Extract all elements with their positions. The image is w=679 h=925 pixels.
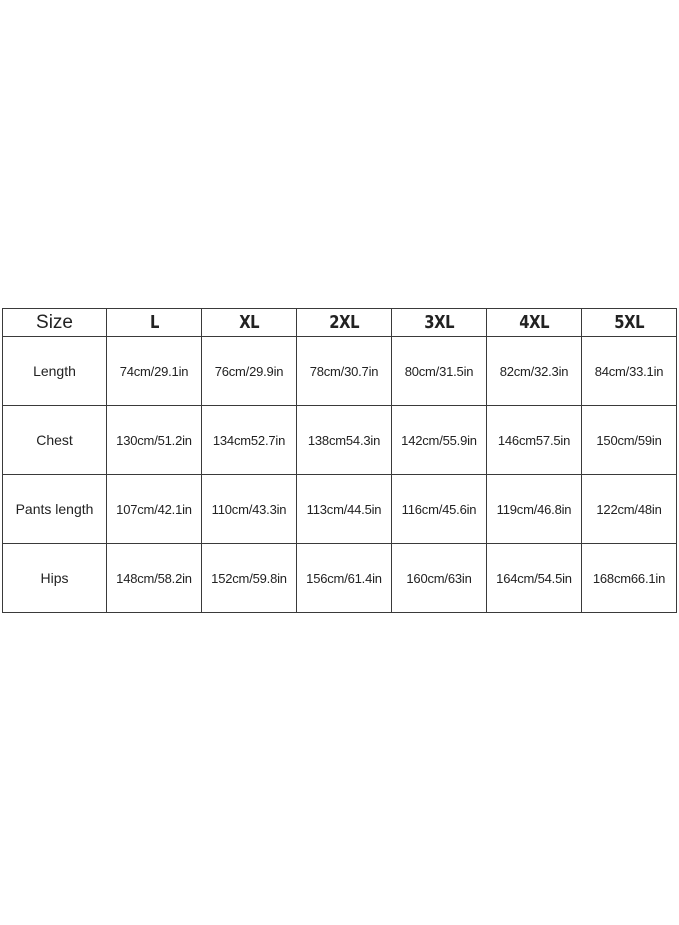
row-label: Pants length bbox=[3, 475, 107, 544]
table-cell: 74cm/29.1in bbox=[107, 337, 202, 406]
size-header-cell bbox=[202, 309, 297, 337]
table-cell: 134cm52.7in bbox=[202, 406, 297, 475]
size-name: L bbox=[149, 312, 159, 333]
size-header-cell bbox=[297, 309, 392, 337]
table-cell: 152cm/59.8in bbox=[202, 544, 297, 613]
table-cell: 130cm/51.2in bbox=[107, 406, 202, 475]
size-name: 3XL bbox=[424, 312, 454, 333]
table-cell: 146cm57.5in bbox=[487, 406, 582, 475]
table-cell: 122cm/48in bbox=[582, 475, 677, 544]
size-header-cell bbox=[107, 309, 202, 337]
row-label: Chest bbox=[3, 406, 107, 475]
size-name: 4XL bbox=[519, 312, 549, 333]
size-name: XL bbox=[239, 312, 259, 333]
corner-cell bbox=[3, 309, 107, 337]
table-cell: 119cm/46.8in bbox=[487, 475, 582, 544]
table-cell: 138cm54.3in bbox=[297, 406, 392, 475]
size-chart-table bbox=[2, 308, 677, 613]
table-cell: 164cm/54.5in bbox=[487, 544, 582, 613]
table-cell: 76cm/29.9in bbox=[202, 337, 297, 406]
table-cell: 156cm/61.4in bbox=[297, 544, 392, 613]
table-row-length bbox=[3, 337, 677, 406]
table-cell: 142cm/55.9in bbox=[392, 406, 487, 475]
table-cell: 113cm/44.5in bbox=[297, 475, 392, 544]
size-name: 2XL bbox=[329, 312, 359, 333]
size-header-cell bbox=[392, 309, 487, 337]
table-cell: 110cm/43.3in bbox=[202, 475, 297, 544]
table-header-row bbox=[3, 309, 677, 337]
row-label: Hips bbox=[3, 544, 107, 613]
table-cell: 80cm/31.5in bbox=[392, 337, 487, 406]
size-header-cell bbox=[582, 309, 677, 337]
table-cell: 82cm/32.3in bbox=[487, 337, 582, 406]
table-cell: 150cm/59in bbox=[582, 406, 677, 475]
table-cell: 116cm/45.6in bbox=[392, 475, 487, 544]
size-column-label: Size bbox=[36, 311, 73, 333]
table-row-chest bbox=[3, 406, 677, 475]
table-cell: 84cm/33.1in bbox=[582, 337, 677, 406]
size-header-cell bbox=[487, 309, 582, 337]
table-cell: 168cm66.1in bbox=[582, 544, 677, 613]
table-row-hips bbox=[3, 544, 677, 613]
row-label: Length bbox=[3, 337, 107, 406]
table-row-pants-length bbox=[3, 475, 677, 544]
table-cell: 107cm/42.1in bbox=[107, 475, 202, 544]
size-name: 5XL bbox=[614, 312, 644, 333]
table-cell: 78cm/30.7in bbox=[297, 337, 392, 406]
table-cell: 160cm/63in bbox=[392, 544, 487, 613]
table-cell: 148cm/58.2in bbox=[107, 544, 202, 613]
